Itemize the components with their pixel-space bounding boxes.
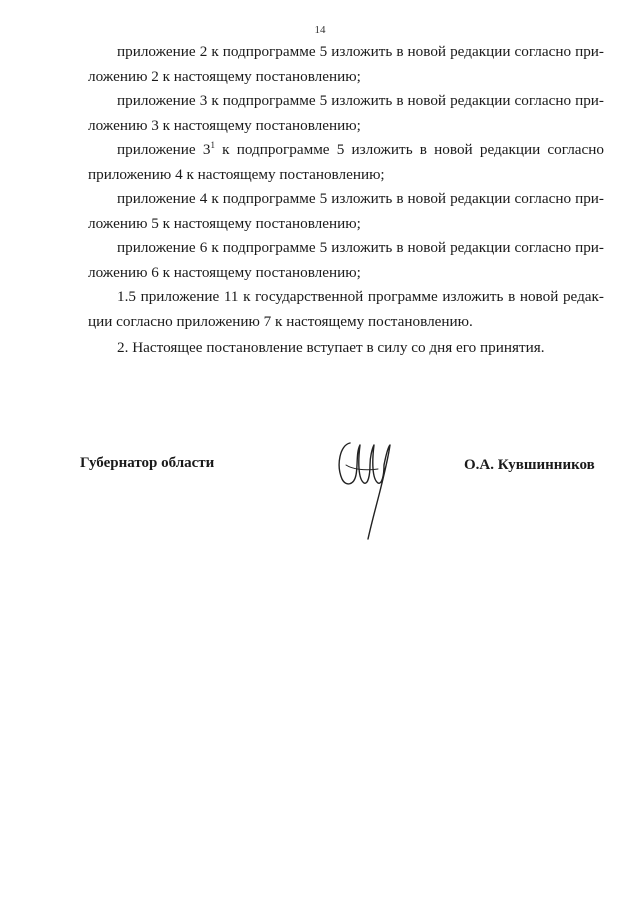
paragraph-line: приложение 2 к подпрограмме 5 изложить в новой редакции согласно при- (117, 43, 604, 60)
paragraph-line: приложение 3 к подпрограмме 5 изложить в новой редакции согласно при- (117, 92, 604, 109)
paragraph-appendix-3-1 (88, 138, 604, 187)
paragraph-line: ции согласно приложению 7 к настоящему постановлению. (88, 312, 473, 330)
paragraph-line: приложение 6 к подпрограмме 5 изложить в новой редакции согласно при- (117, 239, 604, 256)
paragraph-line (88, 138, 604, 163)
signatory-position: Губернатор области (80, 455, 215, 471)
paragraph-appendix-4 (88, 187, 604, 236)
paragraph-line: 1.5 приложение 11 к государственной программе изложить в новой редак- (117, 288, 604, 305)
document-body (88, 40, 604, 361)
paragraph-appendix-3 (88, 89, 604, 138)
paragraph-line: ложению 2 к настоящему постановлению; (88, 67, 361, 85)
paragraph-line: ложению 6 к настоящему постановлению; (88, 263, 361, 281)
paragraph-line-rest: к подпрограмме 5 изложить в новой редакции согласно (214, 141, 604, 158)
paragraph-effective-date: 2. Настоящее постановление вступает в силу со дня его принятия. (117, 339, 545, 356)
paragraph-appendix-6 (88, 236, 604, 285)
paragraph-line: приложение 4 к подпрограмме 5 изложить в новой редакции согласно при- (117, 190, 604, 207)
paragraph-line: ложению 5 к настоящему постановлению; (88, 214, 361, 232)
paragraph-appendix-2 (88, 40, 604, 89)
page-number: 14 (314, 24, 326, 36)
paragraph-1-5 (88, 285, 604, 334)
appendix-number: приложение 3 (117, 141, 211, 158)
handwritten-signature (334, 435, 404, 545)
signatory-name: О.А. Кувшинников (464, 457, 595, 473)
paragraph-line: ложению 3 к настоящему постановлению; (88, 116, 361, 134)
paragraph-line: приложению 4 к настоящему постановлению; (88, 165, 385, 183)
superscript: 1 (210, 140, 215, 150)
